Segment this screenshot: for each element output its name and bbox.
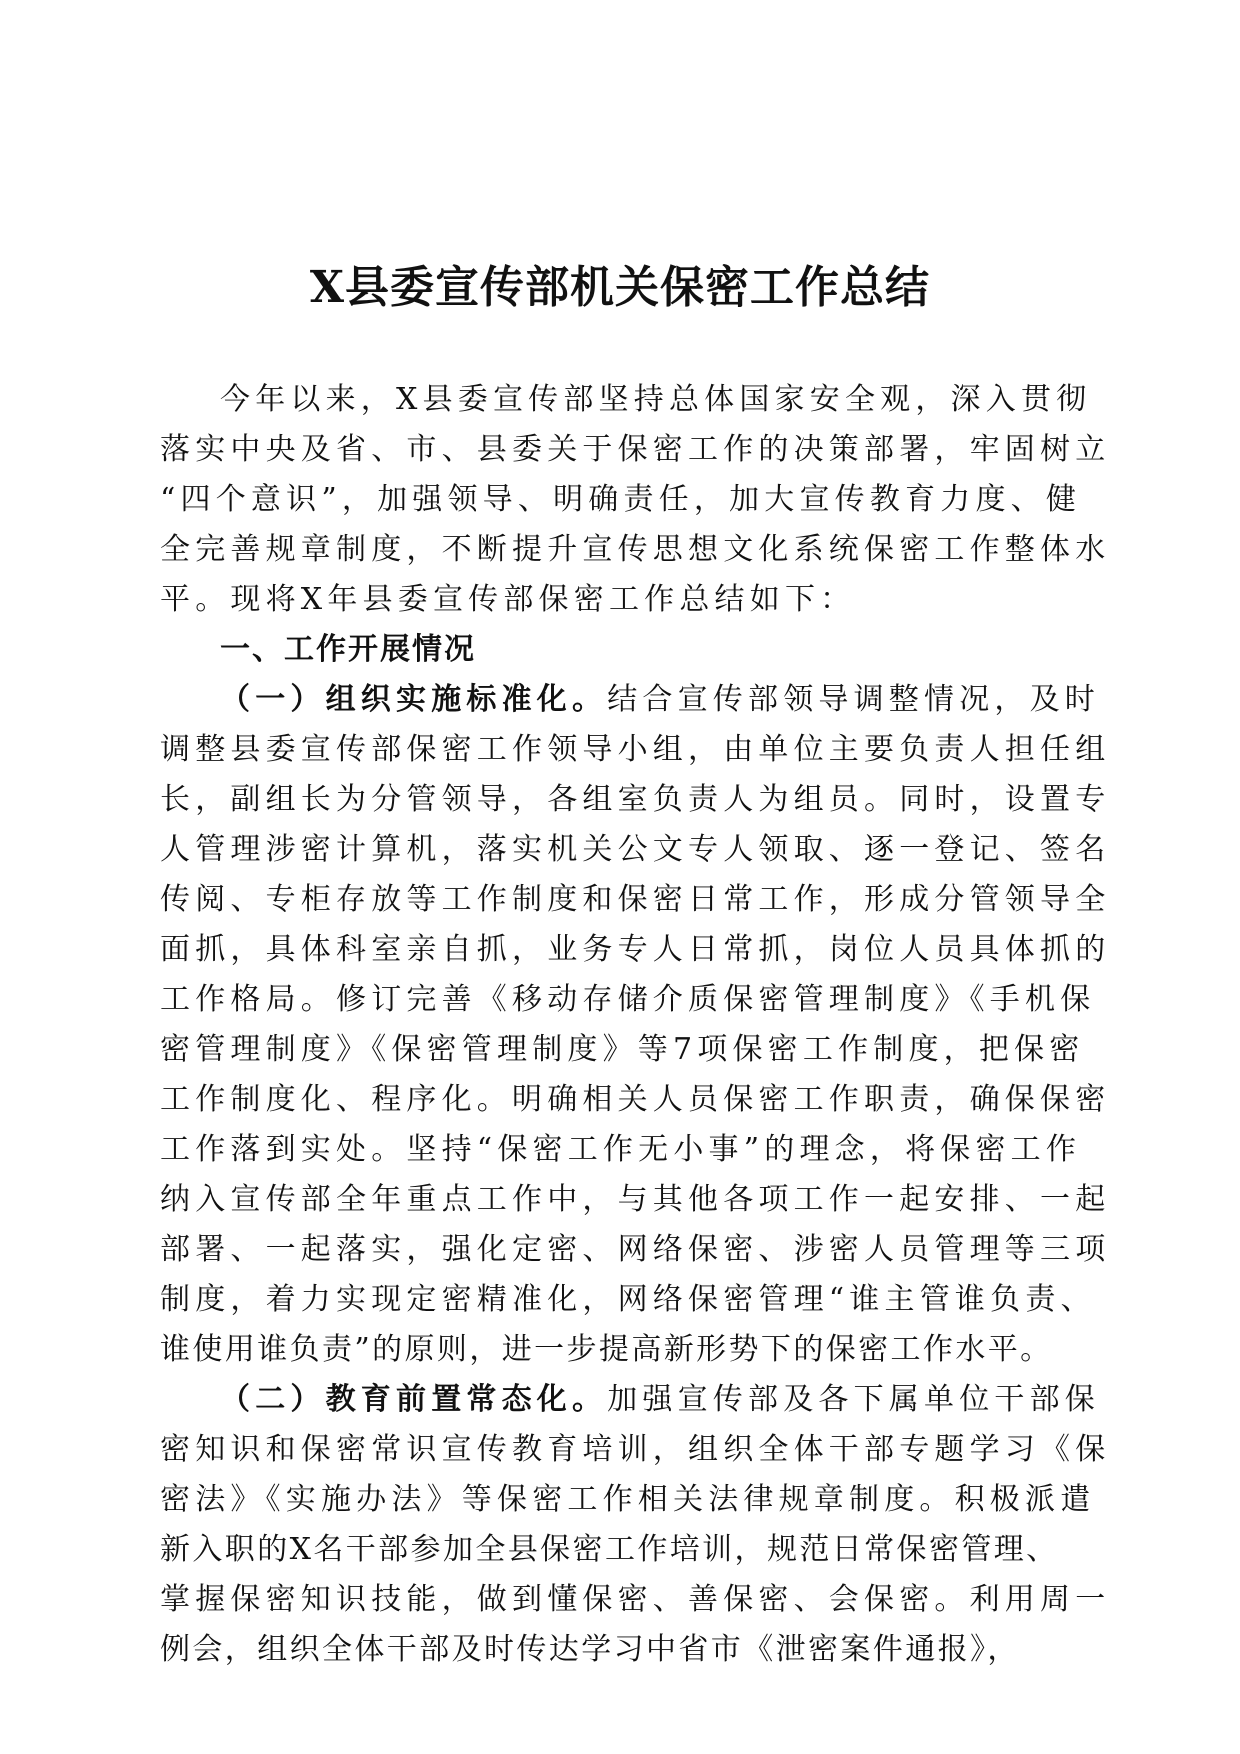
paragraph-line: 人管理涉密计算机，落实机关公文专人领取、逐一登记、签名 (160, 832, 1111, 867)
section-heading: 一、工作开展情况 (220, 632, 476, 667)
paragraph-line: 面抓，具体科室亲自抓，业务专人日常抓，岗位人员具体抓的 (160, 932, 1111, 967)
intro-line: 全完善规章制度，不断提升宣传思想文化系统保密工作整体水 (160, 532, 1111, 567)
paragraph-line: 纳入宣传部全年重点工作中，与其他各项工作一起安排、一起 (160, 1182, 1111, 1217)
paragraph-line: 工作格局。修订完善《移动存储介质保密管理制度》《手机保 (160, 982, 1096, 1017)
subsection-heading: （一）组织实施标准化。 (220, 682, 608, 717)
paragraph-line: 传阅、专柜存放等工作制度和保密日常工作，形成分管领导全 (160, 882, 1111, 917)
paragraph-line: 调整县委宣传部保密工作领导小组，由单位主要负责人担任组 (160, 732, 1111, 767)
subsection-first-line (160, 1375, 1100, 1425)
paragraph-line: 部署、一起落实，强化定密、网络保密、涉密人员管理等三项 (160, 1232, 1111, 1267)
intro-line: “四个意识”，加强领导、明确责任，加大宣传教育力度、健 (160, 482, 1082, 517)
subsection-first-line (160, 675, 1100, 725)
subsection-lead-text: 结合宣传部领导调整情况，及时 (607, 682, 1101, 717)
paragraph-line: 制度，着力实现定密精准化，网络保密管理“谁主管谁负责、 (160, 1282, 1096, 1317)
document-title: X县委宣传部机关保密工作总结 (309, 262, 931, 313)
intro-line: 今年以来，X县委宣传部坚持总体国家安全观，深入贯彻 (220, 382, 1092, 417)
subsection-lead-text: 加强宣传部及各下属单位干部保 (607, 1382, 1101, 1417)
intro-line: 落实中央及省、市、县委关于保密工作的决策部署，牢固树立 (160, 432, 1111, 467)
paragraph-line: 谁使用谁负责”的原则，进一步提高新形势下的保密工作水平。 (160, 1332, 1053, 1367)
paragraph-line: 工作制度化、程序化。明确相关人员保密工作职责，确保保密 (160, 1082, 1111, 1117)
paragraph-line: 例会，组织全体干部及时传达学习中省市《泄密案件通报》， (160, 1632, 1020, 1667)
paragraph-line: 新入职的X名干部参加全县保密工作培训，规范日常保密管理、 (160, 1532, 1059, 1567)
document-body (160, 375, 1111, 1675)
paragraph-line: 工作落到实处。坚持“保密工作无小事”的理念，将保密工作 (160, 1132, 1082, 1167)
intro-line: 平。现将X年县委宣传部保密工作总结如下： (160, 582, 856, 617)
paragraph-line: 掌握保密知识技能，做到懂保密、善保密、会保密。利用周一 (160, 1582, 1111, 1617)
subsection-heading: （二）教育前置常态化。 (220, 1382, 608, 1417)
paragraph-line: 密法》《实施办法》等保密工作相关法律规章制度。积极派遣 (160, 1482, 1096, 1517)
paragraph-line: 长，副组长为分管领导，各组室负责人为组员。同时，设置专 (160, 782, 1111, 817)
paragraph-line: 密知识和保密常识宣传教育培训，组织全体干部专题学习《保 (160, 1432, 1111, 1467)
paragraph-line: 密管理制度》《保密管理制度》等7项保密工作制度，把保密 (160, 1032, 1085, 1067)
